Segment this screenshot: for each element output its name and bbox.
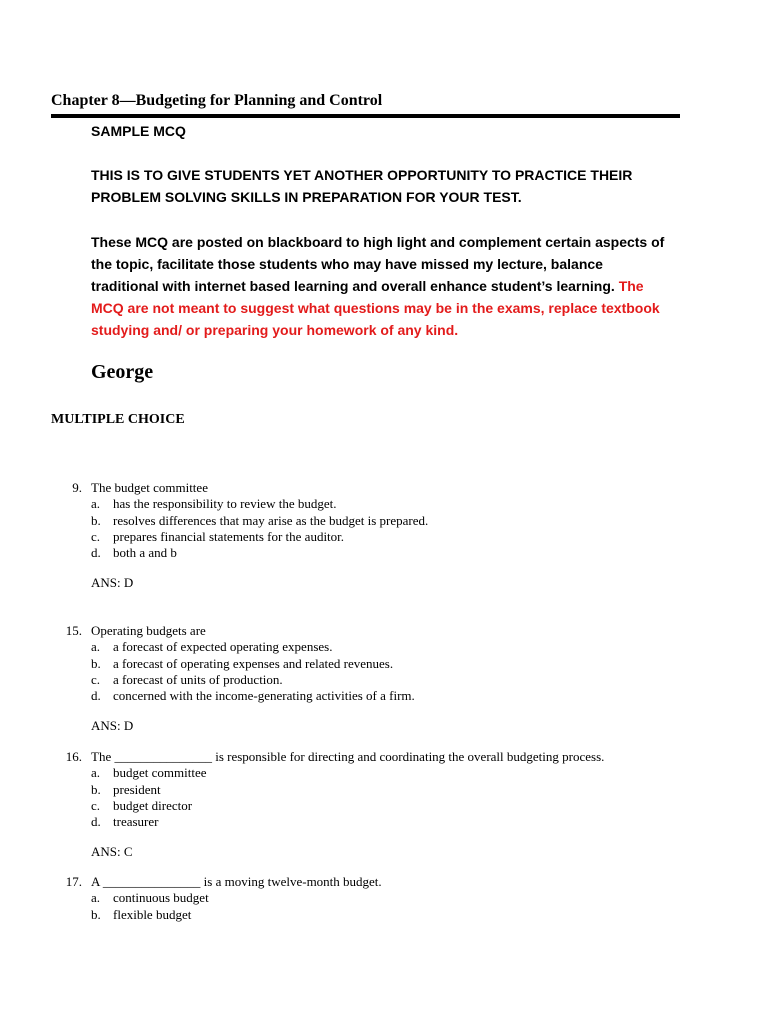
question-text: The budget committee — [91, 480, 208, 495]
option-letter: b. — [91, 512, 101, 528]
option-text: flexible budget — [113, 906, 192, 922]
warning-text: The MCQ are not meant to suggest what questions may be in the exams, replace textbook studying and/ or preparing your homework of any kind. — [91, 278, 660, 338]
option-letter: d. — [91, 814, 101, 830]
option-item — [62, 529, 722, 545]
option-item — [62, 765, 722, 781]
title-divider — [51, 114, 680, 118]
option-item — [62, 798, 722, 814]
question-stem — [62, 623, 722, 639]
question-number: 16. — [65, 749, 82, 764]
question-number: 15. — [65, 623, 82, 638]
option-text: president — [113, 781, 161, 797]
author-name: George — [91, 361, 154, 383]
option-text: has the responsibility to review the budget. — [113, 496, 337, 512]
practice-note: THIS IS TO GIVE STUDENTS YET ANOTHER OPPORTUNITY TO PRACTICE THEIR PROBLEM SOLVING SKILLS IN PREPARATION FOR YOUR TEST. — [91, 167, 633, 205]
purpose-note — [91, 231, 671, 341]
question-text: A _______________ is a moving twelve-month budget. — [91, 874, 382, 889]
purpose-text: These MCQ are posted on blackboard to high light and complement certain aspects of the topic, facilitate those students who may have missed my lecture, balance traditional with internet based learning and overall enhance student’s learning. — [91, 234, 665, 294]
option-item — [62, 545, 722, 561]
option-text: prepares financial statements for the auditor. — [113, 528, 345, 544]
question-text: The _______________ is responsible for directing and coordinating the overall budgeting process. — [91, 749, 605, 764]
question-block — [62, 480, 722, 592]
option-text: a forecast of operating expenses and related revenues. — [113, 655, 394, 671]
option-letter: d. — [91, 545, 101, 561]
question-text: Operating budgets are — [91, 623, 206, 638]
option-letter: d. — [91, 688, 101, 704]
option-letter: a. — [91, 496, 101, 512]
section-title: MULTIPLE CHOICE — [51, 412, 185, 427]
option-letter: c. — [91, 671, 101, 687]
sample-mcq-label: SAMPLE MCQ — [91, 123, 186, 139]
option-text: budget director — [113, 797, 193, 813]
option-text: budget committee — [113, 765, 207, 781]
question-number: 17. — [65, 874, 82, 889]
option-letter: b. — [91, 906, 101, 922]
option-text: treasurer — [113, 814, 159, 830]
option-letter: a. — [91, 890, 101, 906]
question-number: 9. — [72, 480, 82, 495]
option-text: concerned with the income-generating activities of a firm. — [113, 688, 415, 704]
option-letter: b. — [91, 781, 101, 797]
option-text: a forecast of expected operating expenses. — [113, 639, 333, 655]
option-item — [62, 496, 722, 512]
option-letter: a. — [91, 639, 101, 655]
option-item — [62, 639, 722, 655]
option-letter: c. — [91, 797, 101, 813]
answer-line: ANS: D — [91, 575, 134, 591]
chapter-title: Chapter 8—Budgeting for Planning and Control — [51, 92, 383, 109]
option-item — [62, 672, 722, 688]
question-stem — [62, 874, 722, 890]
option-item — [62, 656, 722, 672]
answer-line: ANS: D — [91, 718, 134, 734]
option-item — [62, 688, 722, 704]
option-text: continuous budget — [113, 890, 209, 906]
option-letter: b. — [91, 655, 101, 671]
option-item — [62, 907, 722, 923]
option-letter: a. — [91, 765, 101, 781]
question-block — [62, 749, 722, 861]
question-block — [62, 623, 722, 735]
option-item — [62, 890, 722, 906]
option-text: both a and b — [113, 545, 177, 561]
question-stem — [62, 480, 722, 496]
option-item — [62, 782, 722, 798]
option-item — [62, 814, 722, 830]
option-text: a forecast of units of production. — [113, 671, 283, 687]
option-item — [62, 513, 722, 529]
option-letter: c. — [91, 528, 101, 544]
question-stem — [62, 749, 722, 765]
question-block — [62, 874, 722, 923]
answer-line: ANS: C — [91, 844, 133, 860]
option-text: resolves differences that may arise as the budget is prepared. — [113, 512, 429, 528]
